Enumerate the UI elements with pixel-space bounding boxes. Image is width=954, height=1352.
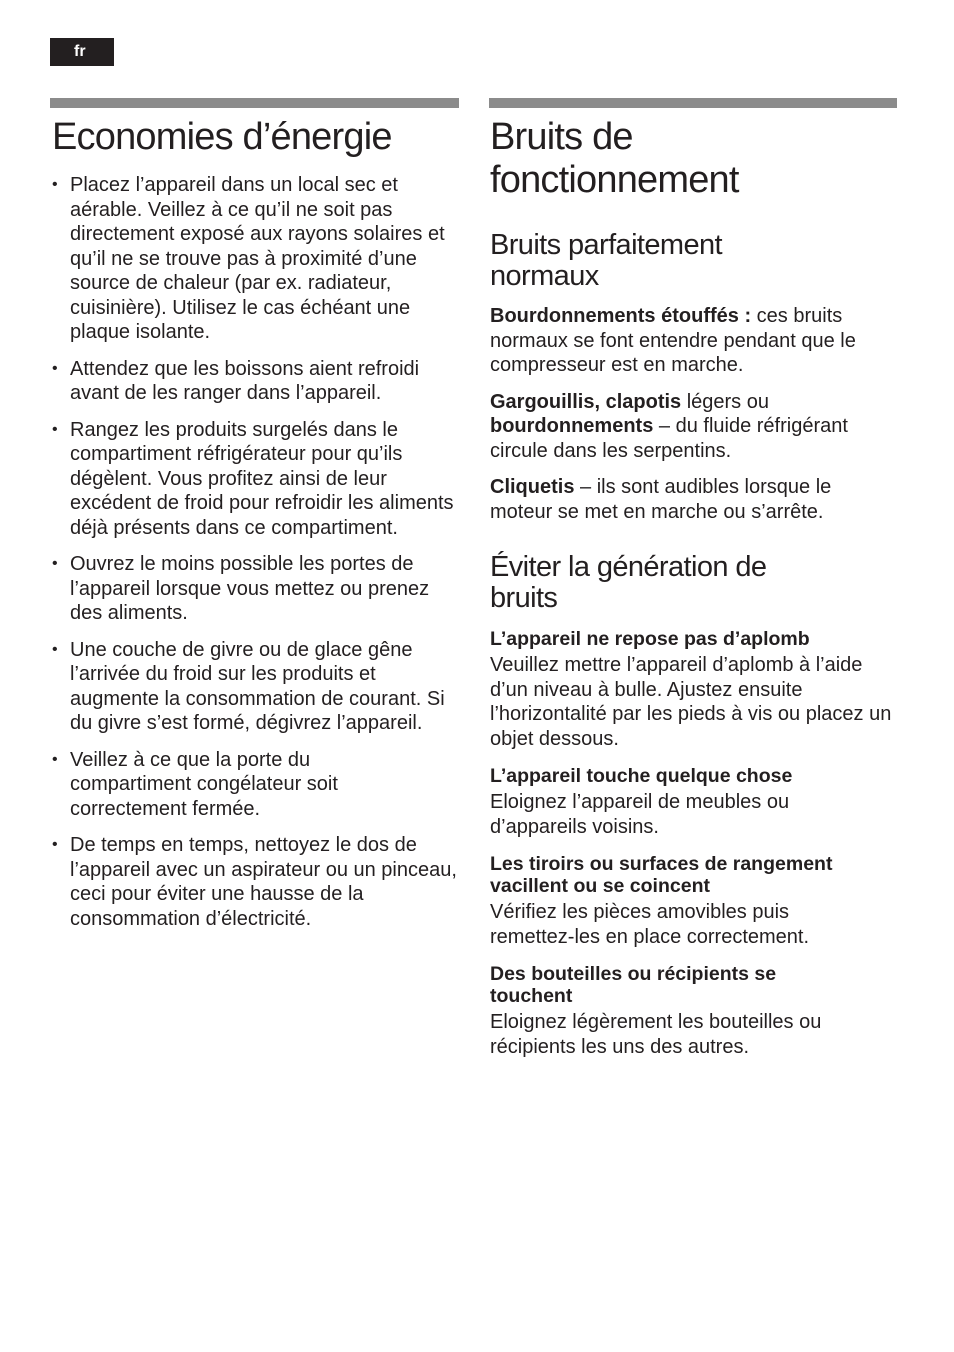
humming-text: ces bruits normaux se font entendre pendant que le compresseur est en marche. [490, 305, 856, 376]
list-item: • Attendez que les boissons aient refroidi avant de les ranger dans l’appareil. [52, 357, 464, 406]
list-item: • Ouvrez le moins possible les portes de l’appareil lorsque vous mettez ou prenez des aliments. [52, 552, 464, 626]
clicking-term: Cliquetis [490, 476, 575, 498]
humming-term: Bourdonnements étouffés : [490, 305, 752, 327]
list-item: • Rangez les produits surgelés dans le compartiment réfrigérateur pour qu’ils dégèlent. Vous profitez ainsi de leur excédent de froid pour refroidir les aliments déjà présents dans ce compartiment. [52, 418, 464, 541]
section-divider-right [489, 98, 897, 108]
tip-text: Eloignez légèrement les bouteilles ou récipients les uns des autres. [490, 1011, 822, 1058]
operating-noises-column [490, 116, 910, 1059]
clicking-text: – ils sont audibles lorsque le moteur se met en marche ou s’arrête. [490, 476, 832, 523]
tip-title: L’appareil touche quelque chose [490, 765, 793, 787]
list-item: • De temps en temps, nettoyez le dos de l’appareil avec un aspirateur ou un pinceau, ceci pour éviter une hausse de la consommation d’électricité. [52, 833, 464, 931]
list-item: • Placez l’appareil dans un local sec et aérable. Veillez à ce qu’il ne soit pas directement exposé aux rayons solaires et qu’il ne se trouve pas à proximité d’une source de chaleur (par ex. radiateur, cuisinière). Utilisez le cas échéant une plaque isolante. [52, 173, 464, 345]
language-tab: fr [50, 38, 114, 66]
tip-text: Vérifiez les pièces amovibles puis remettez-les en place correctement. [490, 901, 810, 948]
clicking-paragraph [490, 475, 890, 524]
energy-saving-column [52, 116, 464, 943]
avoid-noises-heading: Éviter la génération de bruits [490, 551, 767, 614]
energy-saving-title: Economies d’énergie [52, 116, 392, 158]
tip-text: Eloignez l’appareil de meubles ou d’appareils voisins. [490, 791, 790, 838]
gurgling-term: Gargouillis, clapotis [490, 390, 682, 413]
list-item: • Une couche de givre ou de glace gêne l’arrivée du froid sur les produits et augmente la consommation de courant. Si du givre s’est formé, dégivrez l’appareil. [52, 638, 464, 736]
humming-paragraph [490, 304, 885, 378]
operating-noises-title: Bruits de fonctionnement [490, 116, 739, 201]
buzzing-text: – du fluide réfrigérant circule dans les serpentins. [490, 415, 848, 462]
tip-text: Veuillez mettre l’appareil d’aplomb à l’aide d’un niveau à bulle. Ajustez ensuite l’horizontalité par les pieds à vis ou placez un objet dessous. [490, 654, 892, 750]
section-divider-left [50, 98, 459, 108]
tip-title: Les tiroirs ou surfaces de rangement vacillent ou se coincent [490, 853, 833, 897]
normal-noises-heading: Bruits parfaitement normaux [490, 229, 722, 292]
tip-title: L’appareil ne repose pas d’aplomb [490, 628, 810, 650]
gurgling-paragraph [490, 390, 890, 464]
gurgling-text: légers ou [681, 390, 769, 413]
tip-title: Des bouteilles ou récipients se touchent [490, 963, 777, 1007]
list-item: • Veillez à ce que la porte du compartiment congélateur soit correctement fermée. [52, 748, 400, 822]
energy-tips-list [52, 173, 464, 931]
buzzing-term: bourdonnements [490, 415, 654, 437]
